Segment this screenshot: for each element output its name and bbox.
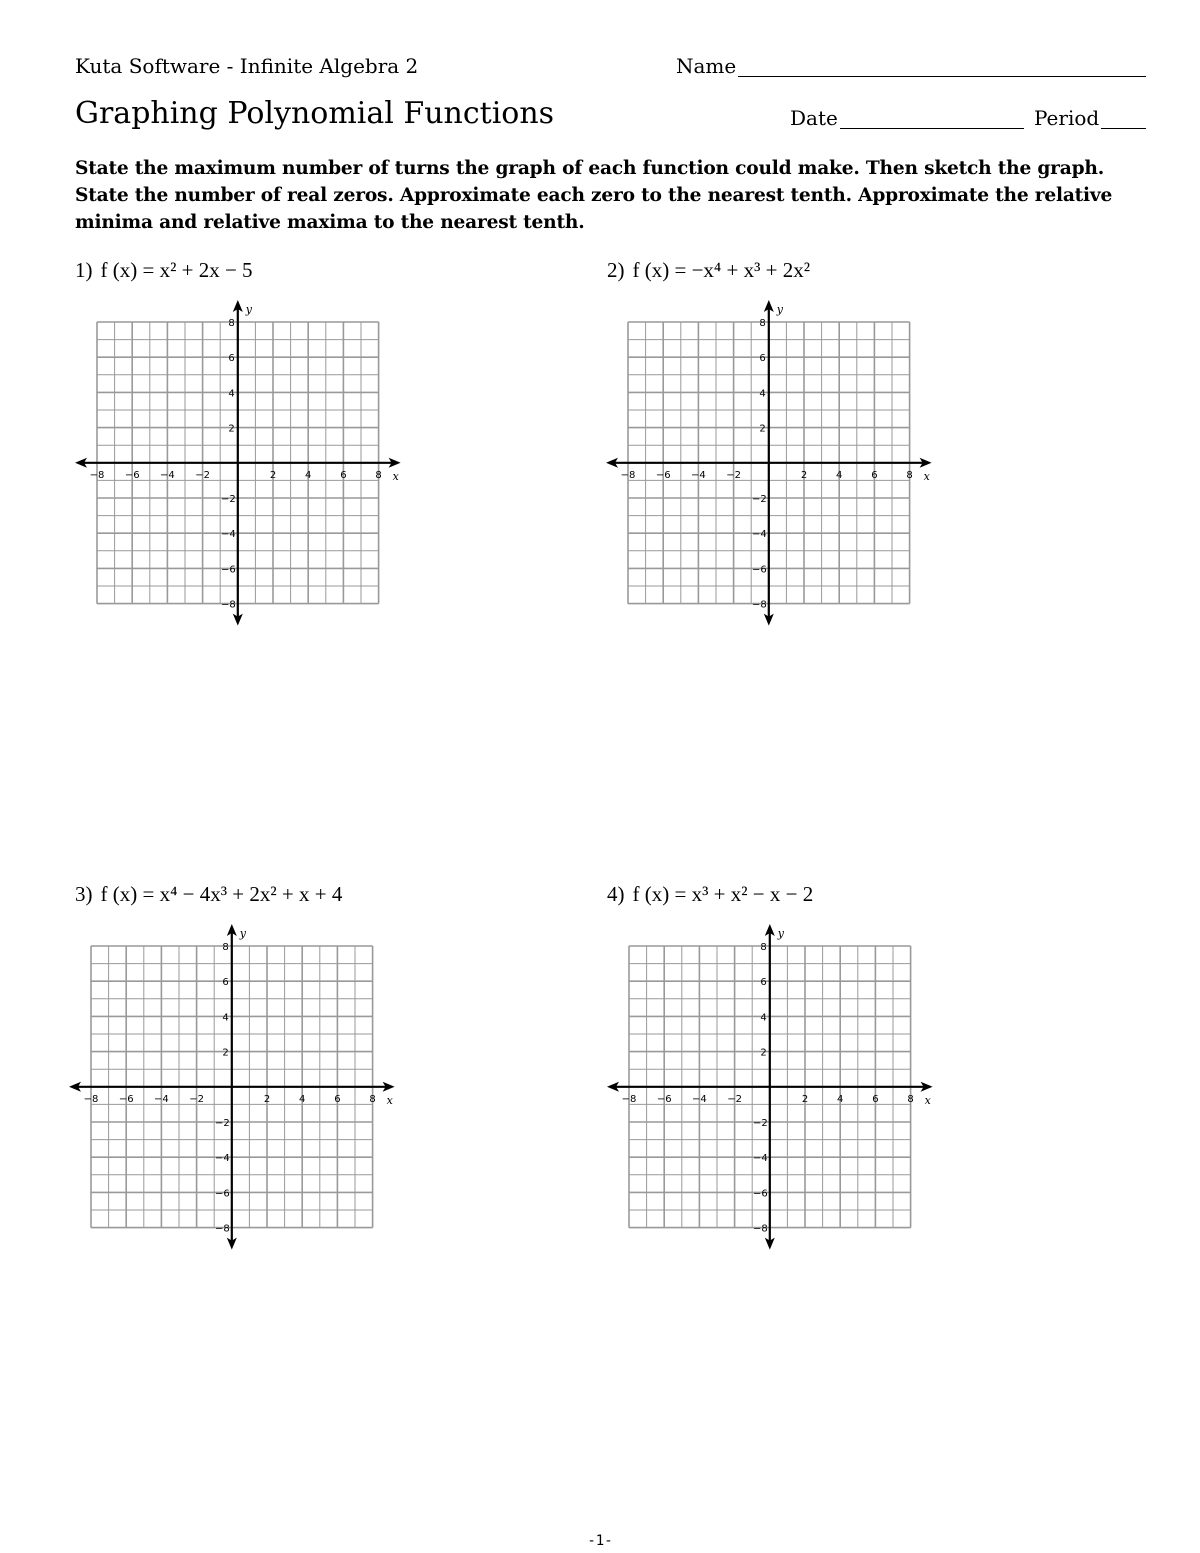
x-tick-label: 2: [801, 1093, 809, 1105]
y-tick-label: −8: [752, 599, 767, 611]
instructions: State the maximum number of turns the graph of each function could make. Then sketch the graph. State the number of real zeros. Approximate each zero to the nearest tenth. Approximate the relative minima and relative maxima to the nearest tenth.: [75, 158, 1113, 233]
problem-1: [75, 258, 253, 283]
name-label: Name: [676, 54, 737, 78]
y-axis-label: y: [245, 303, 253, 316]
period-field[interactable]: [1034, 106, 1146, 130]
x-tick-label: −4: [692, 1093, 707, 1105]
y-tick-label: 6: [228, 353, 235, 365]
x-tick-label: 8: [907, 1093, 914, 1105]
problem-number: 3): [75, 882, 93, 906]
y-tick-label: 2: [222, 1047, 229, 1059]
x-tick-label: −4: [691, 469, 706, 481]
period-line: [1101, 106, 1146, 129]
x-axis-label: x: [386, 1093, 393, 1107]
y-tick-label: −2: [753, 1118, 768, 1129]
y-tick-label: −4: [215, 1153, 230, 1165]
x-tick-label: 8: [906, 469, 913, 481]
y-tick-label: −2: [752, 494, 767, 505]
x-tick-label: −2: [195, 469, 210, 481]
x-axis-label: x: [392, 469, 399, 483]
x-axis-label: x: [923, 469, 930, 483]
problem-equation: f (x) = x⁴ − 4x³ + 2x² + x + 4: [100, 882, 343, 906]
problem-equation: f (x) = x² + 2x − 5: [100, 258, 253, 282]
x-tick-label: −6: [656, 1093, 672, 1105]
x-tick-label: −8: [89, 469, 105, 481]
date-line: [840, 106, 1024, 129]
x-tick-label: 8: [375, 469, 382, 481]
x-tick-label: 6: [872, 1093, 879, 1105]
y-tick-label: 2: [759, 423, 766, 435]
x-tick-label: 6: [334, 1093, 341, 1105]
y-tick-label: 6: [759, 353, 766, 365]
x-tick-label: 4: [299, 1093, 306, 1105]
x-tick-label: 4: [305, 469, 312, 481]
y-tick-label: 2: [760, 1047, 767, 1059]
date-field[interactable]: [790, 106, 1024, 130]
y-axis-label: y: [776, 303, 784, 316]
x-tick-label: 6: [340, 469, 347, 481]
x-tick-label: −4: [154, 1093, 169, 1105]
page-title: Graphing Polynomial Functions: [75, 96, 555, 131]
y-tick-label: 6: [760, 977, 767, 989]
y-tick-label: 8: [759, 318, 766, 329]
x-tick-label: 6: [871, 469, 878, 481]
x-tick-label: 2: [269, 469, 277, 481]
y-axis-label: y: [777, 927, 785, 940]
coordinate-grid-2[interactable]: [601, 298, 941, 628]
problem-equation: f (x) = −x⁴ + x³ + 2x²: [632, 258, 811, 282]
x-tick-label: −6: [118, 1093, 134, 1105]
x-tick-label: −6: [655, 469, 671, 481]
y-tick-label: −4: [752, 529, 767, 541]
name-line: [738, 54, 1146, 77]
page-number: -1-: [587, 1533, 613, 1549]
y-tick-label: −8: [215, 1223, 230, 1235]
y-tick-label: 4: [759, 388, 766, 400]
y-tick-label: −2: [215, 1118, 230, 1129]
name-field[interactable]: [676, 54, 1146, 78]
x-tick-label: 4: [837, 1093, 844, 1105]
y-tick-label: −8: [221, 599, 236, 611]
x-tick-label: 4: [836, 469, 843, 481]
problem-number: 4): [607, 882, 625, 906]
y-tick-label: −6: [221, 564, 236, 576]
x-tick-label: −8: [620, 469, 636, 481]
y-tick-label: 4: [222, 1012, 229, 1024]
y-tick-label: 6: [222, 977, 229, 989]
problem-4: [607, 882, 813, 907]
coordinate-grid-1[interactable]: [70, 298, 410, 628]
y-tick-label: 4: [228, 388, 235, 400]
x-tick-label: −8: [621, 1093, 637, 1105]
x-tick-label: 8: [369, 1093, 376, 1105]
x-tick-label: 2: [263, 1093, 271, 1105]
y-tick-label: −6: [753, 1188, 768, 1200]
x-tick-label: −2: [727, 1093, 742, 1105]
y-tick-label: −6: [215, 1188, 230, 1200]
x-axis-label: x: [924, 1093, 931, 1107]
x-tick-label: −8: [83, 1093, 99, 1105]
period-label: Period: [1034, 106, 1100, 130]
problem-number: 2): [607, 258, 625, 282]
y-tick-label: −4: [221, 529, 236, 541]
y-tick-label: −6: [752, 564, 767, 576]
y-tick-label: 2: [228, 423, 235, 435]
coordinate-grid-4[interactable]: [602, 922, 942, 1252]
y-tick-label: 8: [222, 942, 229, 953]
x-tick-label: −2: [189, 1093, 204, 1105]
y-tick-label: −4: [753, 1153, 768, 1165]
x-tick-label: −2: [726, 469, 741, 481]
problem-3: [75, 882, 342, 907]
y-tick-label: 8: [760, 942, 767, 953]
x-tick-label: −4: [160, 469, 175, 481]
problem-equation: f (x) = x³ + x² − x − 2: [632, 882, 814, 906]
y-tick-label: 8: [228, 318, 235, 329]
date-label: Date: [790, 106, 838, 130]
y-tick-label: 4: [760, 1012, 767, 1024]
x-tick-label: −6: [124, 469, 140, 481]
y-tick-label: −2: [221, 494, 236, 505]
y-tick-label: −8: [753, 1223, 768, 1235]
y-axis-label: y: [239, 927, 247, 940]
x-tick-label: 2: [800, 469, 808, 481]
problem-2: [607, 258, 810, 283]
coordinate-grid-3[interactable]: [64, 922, 404, 1252]
problem-number: 1): [75, 258, 93, 282]
publisher-label: Kuta Software - Infinite Algebra 2: [75, 54, 419, 78]
